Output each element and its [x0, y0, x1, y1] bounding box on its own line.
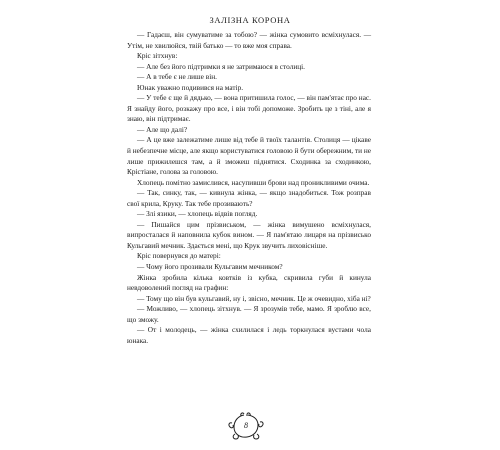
- paragraph: — Чому його прозивали Кульгавим мечником?: [137, 262, 283, 272]
- paragraph: Кріс зітхнув:: [137, 51, 178, 61]
- paragraph: — От і молодець, — жінка схилилася і ледь торкнулася вустами чола юнака.: [127, 325, 371, 345]
- paragraph: Хлопець помітно замислився, насупивши брови над проникливими очима.: [137, 177, 370, 187]
- paragraph: — Злі язики, — хлопець відвів погляд.: [137, 209, 258, 219]
- paragraph: — А це вже залежатиме лише від тебе й твоїх талантів. Столиця — цікаве й небезпечне місце, але якщо користуватися головою й бути обережним, ти не лише прижилешся там, а й зможеш піднятися. Сходинка за сходинкою, Крістіане, голова за головою.: [127, 135, 371, 177]
- paragraph: Жінка зробила кілька ковтків із кубка, скривила губи й кинула невдоволений погляд на графин:: [127, 272, 371, 293]
- paragraph: — Але що далі?: [137, 124, 188, 134]
- paragraph: — Гадаєш, він сумуватиме за тобою? — жінка сумовито всміхнулася. — Утім, не хвилюйся, твій батько — то вже моя справа.: [127, 30, 371, 50]
- paragraph: Кріс повернувся до матері:: [137, 251, 221, 261]
- paragraph: — У тебе є ще й дядько, — вона притишила голос, — він пам'ятає про нас. Я знайду його, розкажу про все, і він тобі допоможе. Зробить це з тіні, але я знаю, він підтримає.: [127, 93, 371, 124]
- paragraph: — Можливо, — хлопець зітхнув. — Я зрозумів тебе, мамо. Я зроблю все, що зможу.: [127, 304, 371, 324]
- paragraph: — Так, синку, так, — кивнула жінка, — якщо знадобиться. Тож розправ свої крила, Круку. Так тебе прозивають?: [127, 188, 371, 208]
- page-number: 8: [244, 421, 248, 430]
- page-folio: [227, 412, 265, 442]
- paragraph: — А в тебе є не лише він.: [137, 72, 217, 82]
- running-head: ЗАЛІЗНА КОРОНА: [209, 15, 291, 25]
- body-text: [127, 30, 371, 346]
- paragraph: — Пишайся цим прізвиськом, — жінка вимушено всміхнулася, випросталася й наповнила кубок вином. — Я пам'ятаю лицаря на прізвисько Кульгавий мечник. Здається мені, що Крук звучить лиховісніше.: [127, 219, 371, 250]
- paragraph: Юнак уважно подивився на матір.: [137, 82, 244, 92]
- paragraph: — Але без його підтримки я не затримаюся в столиці.: [137, 61, 305, 71]
- paragraph: — Тому що він був кульгавий, ну і, звісно, мечник. Це ж очевидно, хіба ні?: [137, 293, 371, 303]
